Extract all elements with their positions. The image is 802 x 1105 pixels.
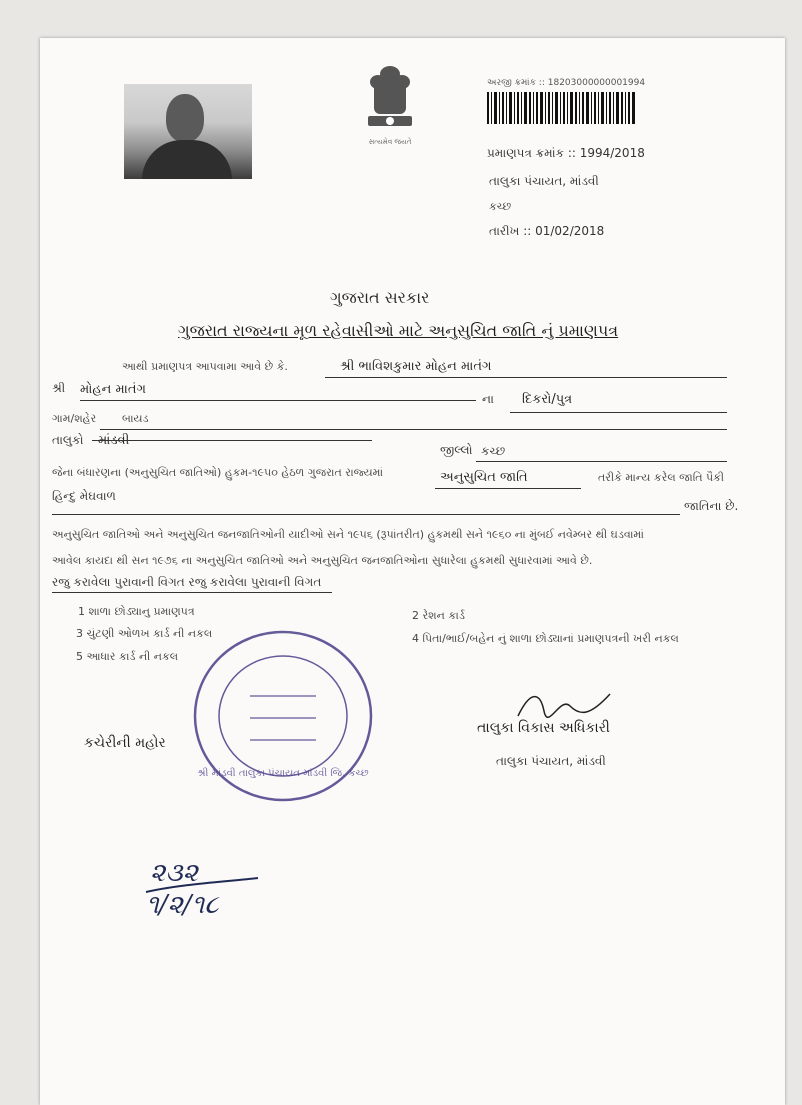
caste-value: હિન્દુ મેઘવાળ — [52, 489, 116, 503]
emblem-caption: સત્યમેવ જયતે — [368, 138, 412, 146]
father-prefix: શ્રી — [52, 381, 66, 395]
evidence-item: 3 ચુંટણી ઓળખ કાર્ડ ની નકલ — [76, 627, 213, 640]
intro-label: આથી પ્રમાણપત્ર આપવામા આવે છે કે. — [122, 360, 288, 373]
district-value: કચ્છ — [481, 444, 506, 458]
district-label: જીલ્લો — [440, 443, 473, 457]
barcode-icon — [487, 92, 637, 124]
relation-value: દિકરો/પુત્ર — [522, 392, 573, 407]
officer-office: તાલુકા પંચાયત, માંડવી — [496, 754, 606, 768]
paragraph-line-1: અનુસુચિત જાતિઓ અને અનુસુચિત જનજાતિઓની યાદીઓ સને ૧૯૫૬ (રૂપાંતરીત) હુકમથી સને ૧૯૬૦ ના મુંબઈ નવેમ્બર થી ઘડવામાં — [52, 528, 644, 541]
name-underline — [325, 377, 727, 378]
order-text: જેના બંધારણના (અનુસુચિત જાતિઓ) હુકમ-૧૯૫૦ હેઠળ ગુજરાત રાજ્યમાં — [52, 466, 384, 479]
officer-title: તાલુકા વિકાસ અધિકારી — [477, 720, 610, 736]
office-name: તાલુકા પંચાયત, માંડવી — [489, 174, 599, 188]
father-underline — [80, 400, 476, 401]
evidence-underline — [52, 592, 332, 593]
category-value: અનુસુચિત જાતિ — [440, 470, 528, 485]
district-underline — [476, 461, 727, 462]
district-name: કચ્છ — [489, 200, 512, 213]
caste-underline — [52, 514, 680, 515]
evidence-item: 2 રેશન કાર્ડ — [412, 609, 465, 622]
government-heading: ગુજરાત સરકાર — [330, 288, 430, 307]
application-number: અરજી ક્રમાંક :: 18203000000001994 — [487, 78, 646, 88]
certificate-number: પ્રમાણપત્ર ક્રમાંક :: 1994/2018 — [487, 146, 645, 160]
stamp-text: શ્રી માંડવી તાલુકા પંચાયત માંડવી જિ. કચ્છ — [197, 768, 369, 779]
handwritten-number: ૨૩૨ — [150, 858, 198, 888]
issue-date: તારીખ :: 01/02/2018 — [489, 224, 605, 238]
certificate-page — [40, 38, 785, 1105]
evidence-item: 5 આધાર કાર્ડ ની નકલ — [76, 650, 179, 663]
office-seal-label: કચેરીની મહોર — [84, 735, 166, 751]
applicant-photo — [124, 84, 252, 179]
taluka-value: માંડવી — [98, 433, 130, 448]
taluka-label: તાલુકો — [52, 433, 84, 447]
applicant-name: શ્રી ભાવિશકુમાર મોહન માતંગ — [340, 359, 492, 374]
category-underline — [435, 488, 581, 489]
office-stamp-icon — [190, 626, 376, 806]
relation-prefix: ના — [482, 392, 494, 406]
father-name: મોહન માતંગ — [80, 382, 146, 397]
certificate-title: ગુજરાત રાજ્યના મૂળ રહેવાસીઓ માટે અનુસુચિત જાતિ નું પ્રમાણપત્ર — [178, 321, 619, 340]
village-value: બાયડ — [122, 412, 149, 425]
taluka-underline — [92, 440, 372, 441]
caste-suffix: જાતિના છે. — [684, 499, 739, 513]
village-underline — [100, 429, 727, 430]
evidence-item: 1 શાળા છોડ્યાનુ પ્રમાણપત્ર — [78, 605, 195, 618]
recognized-text: તરીકે માન્ય કરેલ જાતિ પૈકી — [598, 471, 725, 484]
handwritten-date: ૧/૨/૧૮ — [146, 890, 219, 920]
paragraph-line-2: આવેલ કાયદા થી સન ૧૯૭૬ ના અનુસુચિત જાતિઓ અને અનુસુચિત જનજાતિઓના સુધારેલા હુકમથી સુધારવામાં આવે છે. — [52, 554, 593, 567]
relation-underline — [510, 412, 727, 413]
evidence-item: 4 પિતા/ભાઈ/બહેન નું શાળા છોડ્યાનાં પ્રમાણપત્રની ખરી નકલ — [412, 632, 679, 645]
evidence-heading: રજુ કરાવેલા પુરાવાની વિગત રજુ કરાવેલા પુરાવાની વિગત — [52, 575, 322, 589]
village-label: ગામ/શહેર — [52, 412, 97, 425]
national-emblem-icon — [358, 60, 422, 150]
